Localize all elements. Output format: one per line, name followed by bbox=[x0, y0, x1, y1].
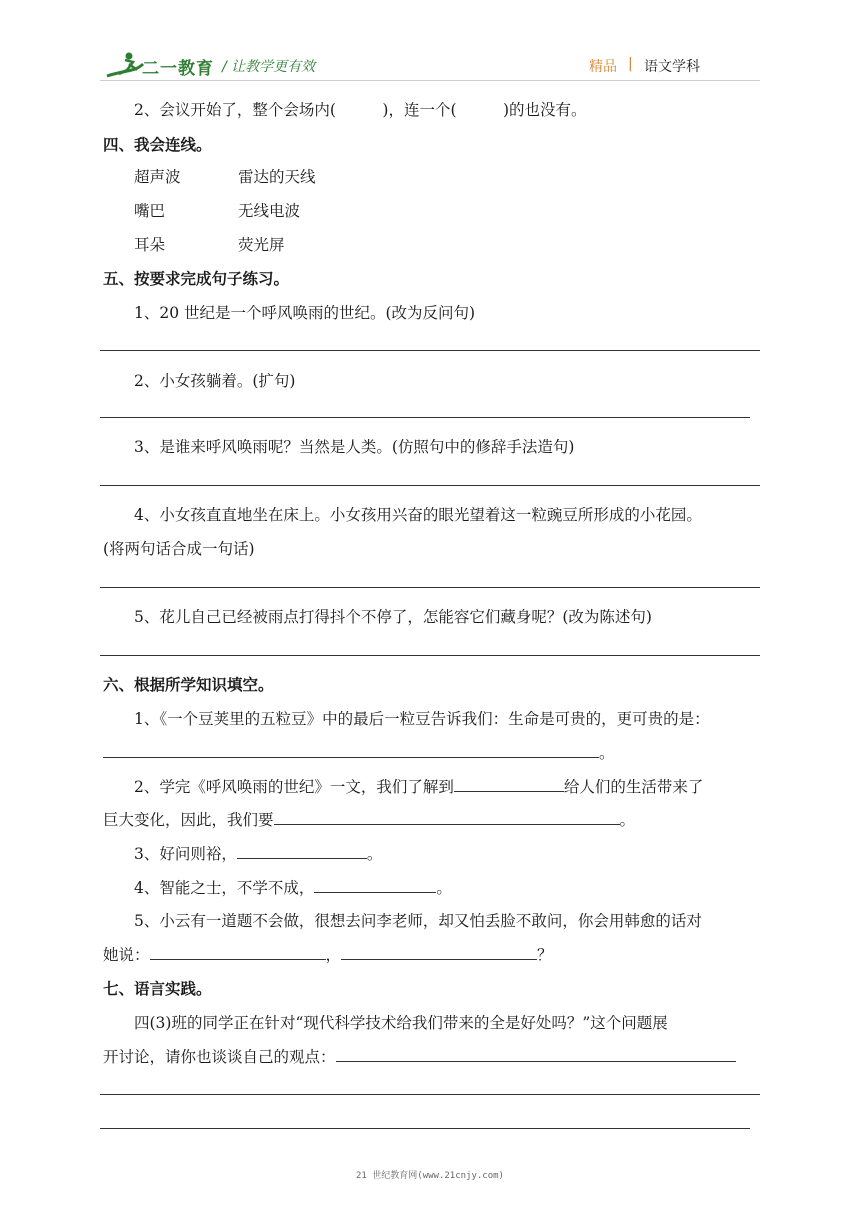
section6-question-4: 4、智能之士，不学不成， 。 bbox=[134, 876, 452, 898]
section6-question-5: 5、小云有一道题不会做，很想去问李老师，却又怕丢脸不敢问，你会用韩愈的话对 bbox=[134, 912, 702, 930]
fill-blank[interactable] bbox=[454, 775, 564, 792]
section5-question-4-note: (将两句话合成一句话) bbox=[103, 540, 255, 558]
badge-label: 精品 bbox=[589, 59, 617, 75]
match-left-item: 超声波 bbox=[134, 168, 181, 186]
section4-heading: 四、我会连线。 bbox=[103, 136, 212, 154]
answer-line[interactable] bbox=[100, 1128, 750, 1129]
answer-line[interactable] bbox=[100, 655, 760, 656]
match-right-item: 无线电波 bbox=[238, 202, 301, 220]
fill-blank[interactable] bbox=[103, 741, 599, 758]
section5-question-4: 4、小女孩直直地坐在床上。小女孩用兴奋的眼光望着这一粒豌豆所形成的小花园。 bbox=[134, 506, 702, 524]
header-divider: | bbox=[628, 56, 633, 72]
match-left-item: 耳朵 bbox=[134, 236, 166, 254]
subject-label: 语文学科 bbox=[644, 59, 700, 75]
section6-question-3: 3、好问则裕， 。 bbox=[134, 842, 382, 864]
fill-blank[interactable] bbox=[274, 808, 620, 825]
section6-question-2-cont: 巨大变化，因此，我们要 。 bbox=[103, 808, 635, 830]
answer-line[interactable] bbox=[100, 587, 760, 588]
section3-question-2: 2、会议开始了，整个会场内( )，连一个( )的也没有。 bbox=[134, 101, 587, 119]
answer-line[interactable] bbox=[100, 485, 760, 486]
section5-question-2: 2、小女孩躺着。(扩句) bbox=[134, 372, 296, 390]
match-right-item: 雷达的天线 bbox=[238, 168, 316, 186]
section6-question-5-cont: 她说： ， ？ bbox=[103, 943, 553, 965]
section5-question-1: 1、20 世纪是一个呼风唤雨的世纪。(改为反问句) bbox=[134, 304, 476, 322]
logo-text: 二一教育 bbox=[142, 59, 214, 79]
fill-blank[interactable] bbox=[314, 876, 436, 893]
section5-question-3: 3、是谁来呼风唤雨呢？当然是人类。(仿照句中的修辞手法造句) bbox=[134, 438, 575, 456]
header-divider-line bbox=[100, 80, 760, 81]
section6-heading: 六、根据所学知识填空。 bbox=[103, 676, 274, 694]
section5-heading: 五、按要求完成句子练习。 bbox=[103, 270, 290, 288]
match-left-item: 嘴巴 bbox=[134, 202, 166, 220]
section6-question-1-answer: 。 bbox=[103, 741, 615, 763]
fill-blank[interactable] bbox=[237, 842, 367, 859]
match-right-item: 荧光屏 bbox=[238, 236, 285, 254]
answer-line[interactable] bbox=[100, 1094, 760, 1095]
fill-blank[interactable] bbox=[336, 1045, 736, 1062]
section7-prompt: 四(3)班的同学正在针对“现代科学技术给我们带来的全是好处吗？”这个问题展 bbox=[134, 1014, 668, 1032]
section6-question-1: 1、《一个豆荚里的五粒豆》中的最后一粒豆告诉我们：生命是可贵的，更可贵的是： bbox=[134, 710, 710, 728]
fill-blank[interactable] bbox=[150, 943, 326, 960]
page-footer: 21 世纪教育网(www.21cnjy.com) bbox=[356, 1171, 504, 1181]
answer-line[interactable] bbox=[100, 350, 760, 351]
section6-question-2: 2、学完《呼风唤雨的世纪》一文，我们了解到 给人们的生活带来了 bbox=[134, 775, 703, 797]
section7-heading: 七、语言实践。 bbox=[103, 980, 212, 998]
answer-line[interactable] bbox=[100, 417, 750, 418]
section7-prompt-cont: 开讨论，请你也谈谈自己的观点： bbox=[103, 1045, 736, 1067]
section5-question-5: 5、花儿自己已经被雨点打得抖个不停了，怎能容它们藏身呢？(改为陈述句) bbox=[134, 608, 652, 626]
fill-blank[interactable] bbox=[341, 943, 537, 960]
slogan: / 让教学更有效 bbox=[222, 59, 316, 75]
